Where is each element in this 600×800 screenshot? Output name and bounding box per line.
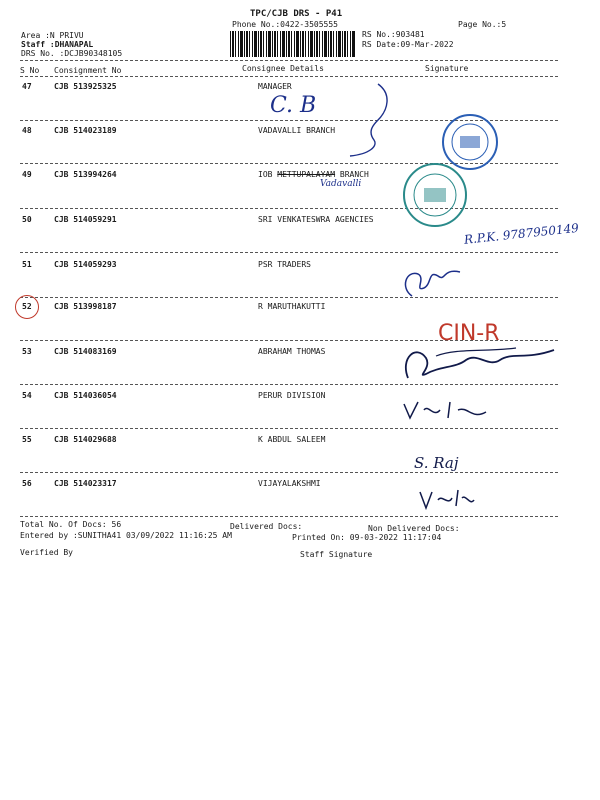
row-sno: 47 [22, 82, 32, 91]
row-divider [20, 208, 558, 209]
consignee-suffix: BRANCH [335, 170, 369, 179]
row-sno: 54 [22, 391, 32, 400]
rs-date: RS Date:09-Mar-2022 [362, 40, 454, 49]
entered-by: Entered by :SUNITHA41 03/09/2022 11:16:25 AM [20, 531, 232, 540]
total-docs: Total No. Of Docs: 56 [20, 520, 122, 529]
row-sno: 56 [22, 479, 32, 488]
consignee-prefix: IOB [258, 170, 278, 179]
row-sno: 52 [22, 302, 32, 311]
signature-row53 [396, 338, 560, 386]
non-delivered-docs: Non Delivered Docs: [368, 524, 460, 533]
row-divider [20, 472, 558, 473]
staff-field: Staff :DHANAPAL [21, 40, 94, 49]
row-consignee: K ABDUL SALEEM [258, 435, 326, 444]
row-sno: 51 [22, 260, 32, 269]
row-divider [20, 163, 558, 164]
header-divider-bottom [20, 76, 558, 77]
table-row [0, 215, 600, 227]
row-consignment: CJB 513994264 [54, 170, 117, 179]
row-divider [20, 516, 558, 517]
row-divider [20, 120, 558, 121]
row-consignment: CJB 514029688 [54, 435, 117, 444]
phone-number: Phone No.:0422-3505555 [232, 20, 338, 29]
row-consignment: CJB 514083169 [54, 347, 117, 356]
verified-by: Verified By [20, 548, 73, 557]
column-header-consignee: Consignee Details [242, 64, 324, 73]
rs-number: RS No.:903481 [362, 30, 425, 39]
document-title: TPC/CJB DRS - P41 [250, 9, 343, 19]
handwritten-phone: R.P.K. 9787950149 [463, 220, 580, 247]
table-row [0, 479, 600, 491]
row-sno: 53 [22, 347, 32, 356]
row-divider [20, 384, 558, 385]
table-row [0, 347, 600, 359]
delivered-docs: Delivered Docs: [230, 522, 303, 531]
row-consignee: VIJAYALAKSHMI [258, 479, 321, 488]
row-consignee: R MARUTHAKUTTI [258, 302, 326, 311]
consignee-struck: METTUPALAYAM [277, 170, 336, 179]
table-row [0, 302, 600, 314]
row-sno: 50 [22, 215, 32, 224]
row-consignment: CJB 514023189 [54, 126, 117, 135]
column-header-signature: Signature [425, 64, 469, 73]
signature-row52 [430, 314, 560, 348]
printed-on: Printed On: 09-03-2022 11:17:04 [292, 533, 442, 542]
table-row [0, 391, 600, 403]
page-number: Page No.:5 [458, 20, 507, 29]
table-row [0, 260, 600, 272]
row-divider [20, 340, 558, 341]
row-consignee: ABRAHAM THOMAS [258, 347, 326, 356]
handwritten-cb: C. B [270, 93, 317, 118]
handwritten-note: Vadavalli [320, 179, 362, 189]
row-consignment: CJB 514036054 [54, 391, 117, 400]
row-consignee: MANAGER [258, 82, 292, 91]
area-field: Area :N PRIVU [21, 31, 84, 40]
row-sno: 49 [22, 170, 32, 179]
table-row [0, 170, 600, 182]
row-divider [20, 252, 558, 253]
table-row [0, 126, 600, 138]
column-header-consignment: Consignment No [54, 66, 122, 75]
row-divider [20, 297, 558, 298]
row-consignment: CJB 514023317 [54, 479, 117, 488]
row-consignee: VADAVALLI BRANCH [258, 126, 336, 135]
row-consignee: PERUR DIVISION [258, 391, 326, 400]
row-consignment: CJB 514059293 [54, 260, 117, 269]
handwritten-cinr: CIN-R [438, 321, 500, 346]
row-sno: 48 [22, 126, 32, 135]
column-header-sno: S No [20, 66, 40, 75]
staff-signature-label: Staff Signature [300, 550, 373, 559]
row-sno: 55 [22, 435, 32, 444]
barcode [230, 31, 355, 57]
row-divider [20, 428, 558, 429]
table-row [0, 82, 600, 94]
header-divider [20, 60, 558, 61]
handwritten-sraj: S. Raj [414, 454, 459, 472]
row-consignee: SRI VENKATESWRA AGENCIES [258, 215, 374, 224]
drs-number: DRS No. :DCJB90348105 [21, 49, 123, 58]
row-consignee: PSR TRADERS [258, 260, 311, 269]
row-consignment: CJB 514059291 [54, 215, 117, 224]
row-consignment: CJB 513925325 [54, 82, 117, 91]
row-consignment: CJB 513998187 [54, 302, 117, 311]
table-row [0, 435, 600, 447]
